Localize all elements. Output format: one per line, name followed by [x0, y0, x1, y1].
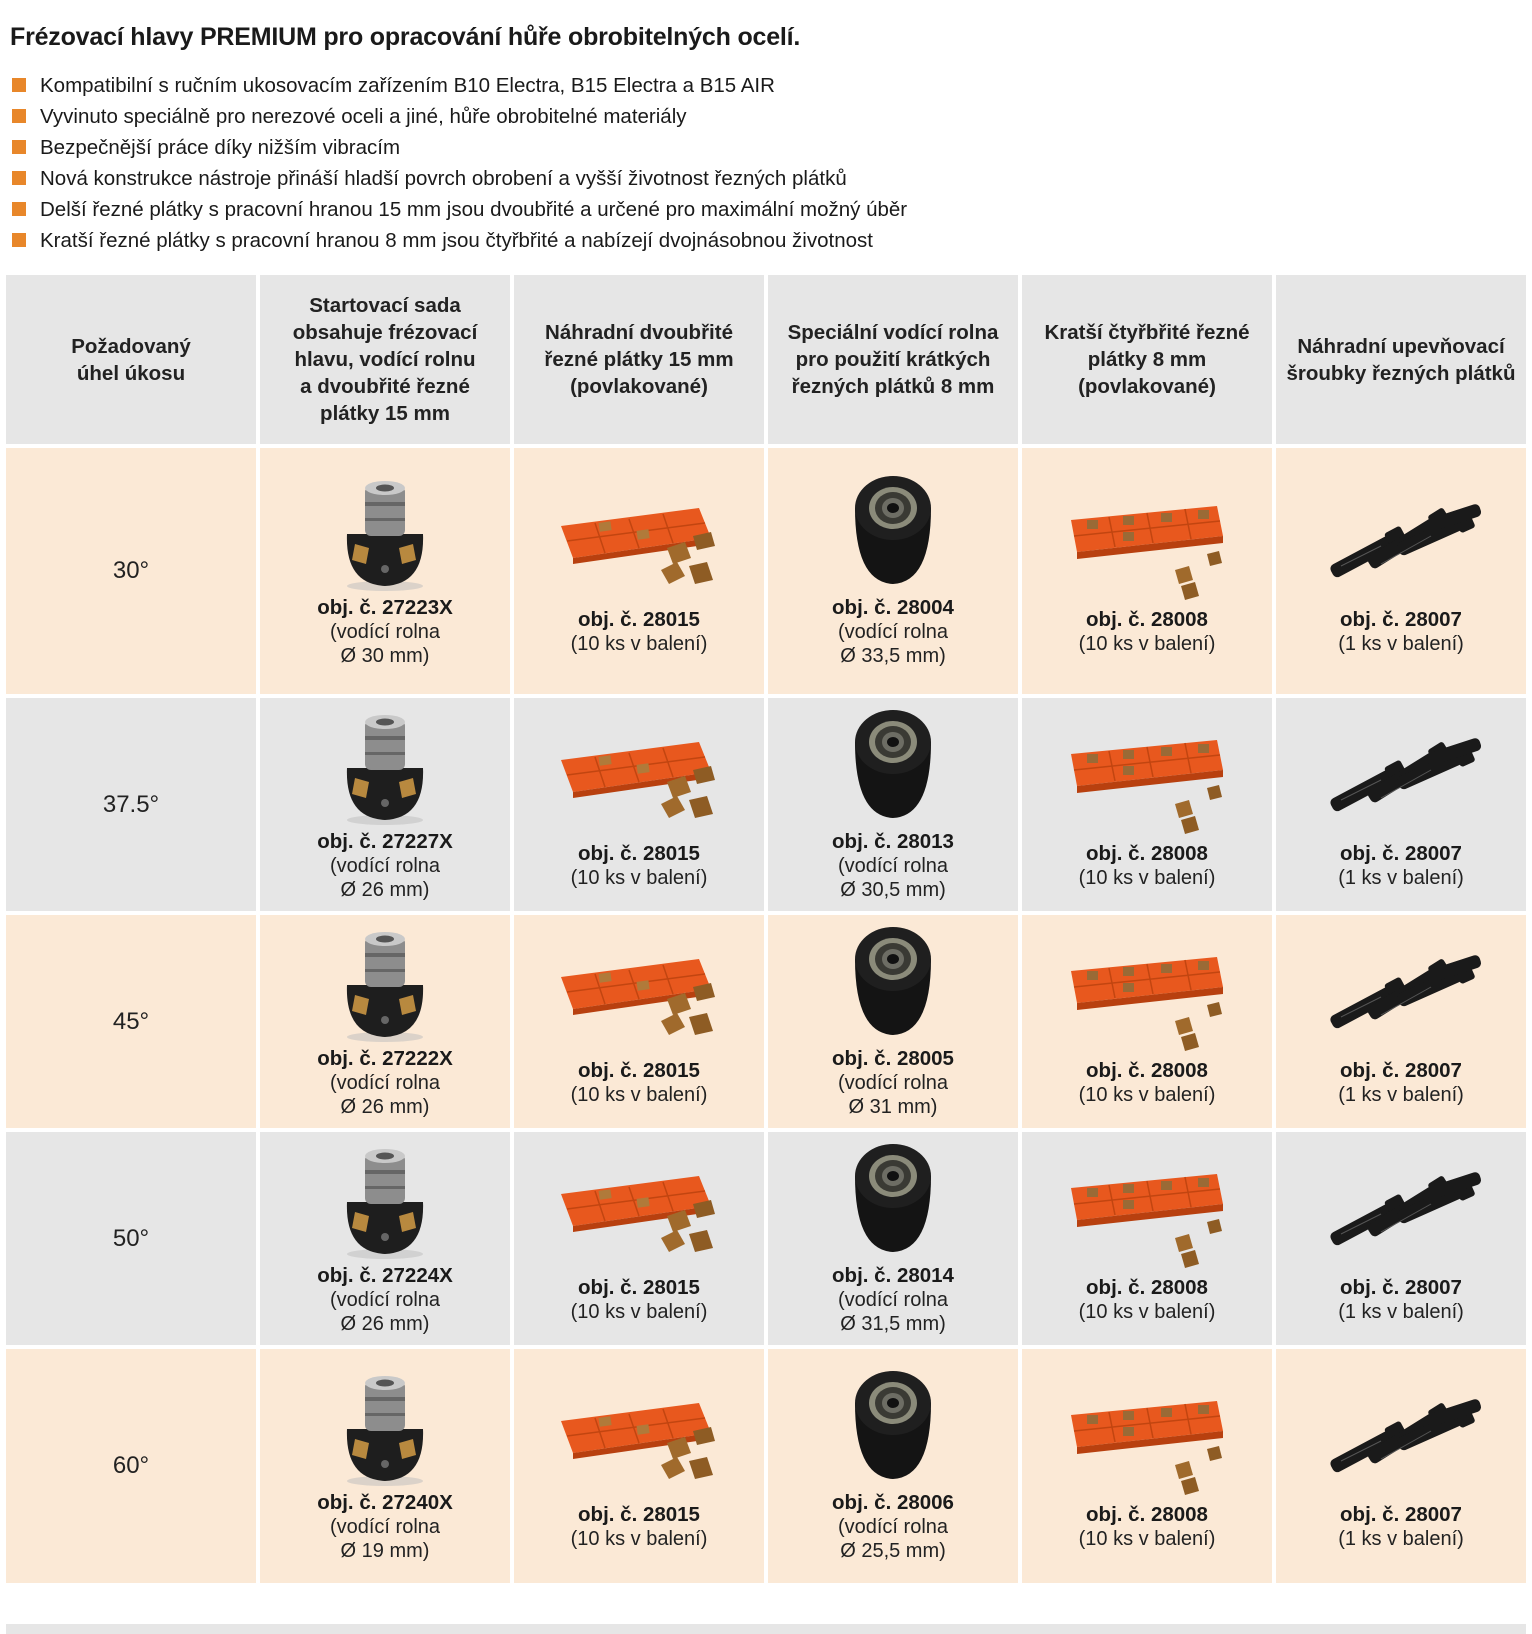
- item-description: Ø 26 mm): [340, 1095, 430, 1118]
- starter-kit-cell: [260, 915, 510, 1128]
- feature-item: Kratší řezné plátky s pracovní hranou 8 mm jsou čtyřbřité a nabízejí dvojnásobnou životnost: [10, 225, 907, 256]
- inserts-15-cell: [514, 1132, 764, 1345]
- item-description: (10 ks v balení): [570, 1083, 708, 1106]
- insert-box-15-icon: [549, 720, 729, 838]
- inserts-8-cell: [1022, 698, 1272, 911]
- milling-head-icon: [295, 925, 475, 1043]
- item-description: (10 ks v balení): [1078, 866, 1216, 889]
- order-code: obj. č. 28008: [1086, 1503, 1208, 1526]
- item-description: (vodící rolna: [329, 1516, 441, 1538]
- starter-kit-cell: [260, 1132, 510, 1345]
- feature-list: [10, 70, 907, 256]
- guide-roller-icon: [803, 925, 983, 1043]
- order-code: obj. č. 28008: [1086, 841, 1208, 865]
- item-description: Ø 19 mm): [340, 1540, 430, 1562]
- order-code: obj. č. 28008: [1086, 608, 1208, 631]
- order-code: obj. č. 27240X: [317, 1491, 453, 1514]
- product-table: [2, 271, 1530, 1587]
- item-description: (10 ks v balení): [1078, 633, 1216, 655]
- item-description: (10 ks v balení): [570, 633, 708, 655]
- table-row: [6, 698, 1526, 911]
- guide-roller-cell: [768, 698, 1018, 911]
- item-description: (10 ks v balení): [1078, 1300, 1216, 1323]
- angle-cell: 30°: [6, 448, 256, 694]
- bullet-square-icon: [12, 109, 26, 123]
- item-description: Ø 31,5 mm): [840, 1312, 946, 1335]
- item-description: Ø 30 mm): [340, 645, 430, 667]
- item-description: (1 ks v balení): [1338, 1083, 1464, 1106]
- order-code: obj. č. 28015: [578, 841, 700, 865]
- guide-roller-icon: [803, 1369, 983, 1487]
- item-description: (10 ks v balení): [570, 1528, 708, 1550]
- item-description: (vodící rolna: [837, 854, 949, 877]
- table-header-row: [6, 275, 1526, 444]
- guide-roller-cell: [768, 1349, 1018, 1583]
- order-code: obj. č. 28015: [578, 608, 700, 631]
- item-description: (1 ks v balení): [1338, 1300, 1464, 1323]
- order-code: obj. č. 28004: [832, 596, 954, 619]
- bullet-square-icon: [12, 78, 26, 92]
- table-row: [6, 1132, 1526, 1345]
- guide-roller-icon: [803, 474, 983, 592]
- inserts-15-cell: [514, 915, 764, 1128]
- order-code: obj. č. 28015: [578, 1503, 700, 1526]
- screws-cell: [1276, 698, 1526, 911]
- item-description: (10 ks v balení): [570, 1300, 708, 1323]
- guide-roller-cell: [768, 1132, 1018, 1345]
- feature-item: Bezpečnější práce díky nižším vibracím: [10, 132, 907, 163]
- inserts-15-cell: [514, 448, 764, 694]
- page-title: Frézovací hlavy PREMIUM pro opracování hůře obrobitelných ocelí.: [10, 22, 801, 51]
- header-starter-kit: Startovací sada obsahuje frézovací hlavu, vodící rolnu a dvoubřité řezné plátky 15 mm: [260, 275, 510, 444]
- item-description: (vodící rolna: [329, 1288, 441, 1311]
- insert-box-8-icon: [1057, 486, 1237, 604]
- order-code: obj. č. 28007: [1340, 1058, 1462, 1082]
- screws-icon: [1311, 1381, 1491, 1499]
- insert-box-8-icon: [1057, 1381, 1237, 1499]
- item-description: (10 ks v balení): [570, 866, 708, 889]
- item-description: (vodící rolna: [837, 1516, 949, 1538]
- inserts-15-cell: [514, 1349, 764, 1583]
- inserts-8-cell: [1022, 915, 1272, 1128]
- item-description: (10 ks v balení): [1078, 1083, 1216, 1106]
- insert-box-15-icon: [549, 486, 729, 604]
- order-code: obj. č. 27222X: [317, 1046, 453, 1070]
- header-screws: Náhradní upevňovací šroubky řezných plátků: [1276, 275, 1526, 444]
- guide-roller-icon: [803, 1142, 983, 1260]
- item-description: Ø 26 mm): [340, 1312, 430, 1335]
- header-inserts-15: Náhradní dvoubřité řezné plátky 15 mm (povlakované): [514, 275, 764, 444]
- milling-head-icon: [295, 1369, 475, 1487]
- item-description: (vodící rolna: [329, 621, 441, 643]
- guide-roller-icon: [803, 708, 983, 826]
- screws-icon: [1311, 937, 1491, 1055]
- order-code: obj. č. 28007: [1340, 841, 1462, 865]
- starter-kit-cell: [260, 448, 510, 694]
- feature-item: Delší řezné plátky s pracovní hranou 15 mm jsou dvoubřité a určené pro maximální možný úběr: [10, 194, 907, 225]
- inserts-8-cell: [1022, 1349, 1272, 1583]
- screws-cell: [1276, 915, 1526, 1128]
- order-code: obj. č. 28015: [578, 1058, 700, 1082]
- insert-box-15-icon: [549, 1381, 729, 1499]
- bullet-square-icon: [12, 202, 26, 216]
- order-code: obj. č. 28007: [1340, 1275, 1462, 1299]
- item-description: (vodící rolna: [329, 1071, 441, 1094]
- item-description: (vodící rolna: [329, 854, 441, 877]
- table-row: [6, 1349, 1526, 1583]
- order-code: obj. č. 28015: [578, 1275, 700, 1299]
- order-code: obj. č. 27223X: [317, 596, 453, 619]
- insert-box-15-icon: [549, 937, 729, 1055]
- angle-cell: 50°: [6, 1132, 256, 1345]
- order-code: obj. č. 27224X: [317, 1263, 453, 1287]
- screws-cell: [1276, 1349, 1526, 1583]
- guide-roller-cell: [768, 448, 1018, 694]
- bullet-square-icon: [12, 140, 26, 154]
- starter-kit-cell: [260, 1349, 510, 1583]
- item-description: (1 ks v balení): [1338, 1528, 1464, 1550]
- order-code: obj. č. 28005: [832, 1046, 954, 1070]
- milling-head-icon: [295, 1142, 475, 1260]
- inserts-8-cell: [1022, 1132, 1272, 1345]
- feature-item: Nová konstrukce nástroje přináší hladší povrch obrobení a vyšší životnost řezných plátků: [10, 163, 907, 194]
- bullet-square-icon: [12, 233, 26, 247]
- table-row: [6, 915, 1526, 1128]
- insert-box-15-icon: [549, 1154, 729, 1272]
- milling-head-icon: [295, 474, 475, 592]
- feature-item: Vyvinuto speciálně pro nerezové oceli a jiné, hůře obrobitelné materiály: [10, 101, 907, 132]
- angle-cell: 45°: [6, 915, 256, 1128]
- bullet-square-icon: [12, 171, 26, 185]
- header-inserts-8: Kratší čtyřbřité řezné plátky 8 mm (povlakované): [1022, 275, 1272, 444]
- item-description: (vodící rolna: [837, 1288, 949, 1311]
- inserts-15-cell: [514, 698, 764, 911]
- screws-icon: [1311, 486, 1491, 604]
- order-code: obj. č. 28007: [1340, 1503, 1462, 1526]
- item-description: (1 ks v balení): [1338, 633, 1464, 655]
- milling-head-icon: [295, 708, 475, 826]
- header-guide-roller: Speciální vodící rolna pro použití krátkých řezných plátků 8 mm: [768, 275, 1018, 444]
- order-code: obj. č. 28006: [832, 1491, 954, 1514]
- inserts-8-cell: [1022, 448, 1272, 694]
- angle-cell: 37.5°: [6, 698, 256, 911]
- header-angle: Požadovaný úhel úkosu: [6, 275, 256, 444]
- item-description: (1 ks v balení): [1338, 866, 1464, 889]
- item-description: Ø 31 mm): [848, 1095, 938, 1118]
- item-description: Ø 26 mm): [340, 878, 430, 901]
- angle-cell: 60°: [6, 1349, 256, 1583]
- screws-cell: [1276, 448, 1526, 694]
- item-description: Ø 25,5 mm): [840, 1540, 946, 1562]
- screws-cell: [1276, 1132, 1526, 1345]
- order-code: obj. č. 28008: [1086, 1275, 1208, 1299]
- starter-kit-cell: [260, 698, 510, 911]
- guide-roller-cell: [768, 915, 1018, 1128]
- feature-item: Kompatibilní s ručním ukosovacím zařízením B10 Electra, B15 Electra a B15 AIR: [10, 70, 907, 101]
- screws-icon: [1311, 1154, 1491, 1272]
- table-row: [6, 448, 1526, 694]
- item-description: Ø 33,5 mm): [840, 645, 946, 667]
- order-code: obj. č. 28013: [832, 829, 954, 853]
- bottom-divider: [6, 1624, 1526, 1634]
- screws-icon: [1311, 720, 1491, 838]
- order-code: obj. č. 28014: [832, 1263, 954, 1287]
- order-code: obj. č. 28007: [1340, 608, 1462, 631]
- item-description: (vodící rolna: [837, 621, 949, 643]
- item-description: (10 ks v balení): [1078, 1528, 1216, 1550]
- item-description: (vodící rolna: [837, 1071, 949, 1094]
- item-description: Ø 30,5 mm): [840, 878, 946, 901]
- order-code: obj. č. 27227X: [317, 829, 453, 853]
- insert-box-8-icon: [1057, 1154, 1237, 1272]
- insert-box-8-icon: [1057, 720, 1237, 838]
- order-code: obj. č. 28008: [1086, 1058, 1208, 1082]
- insert-box-8-icon: [1057, 937, 1237, 1055]
